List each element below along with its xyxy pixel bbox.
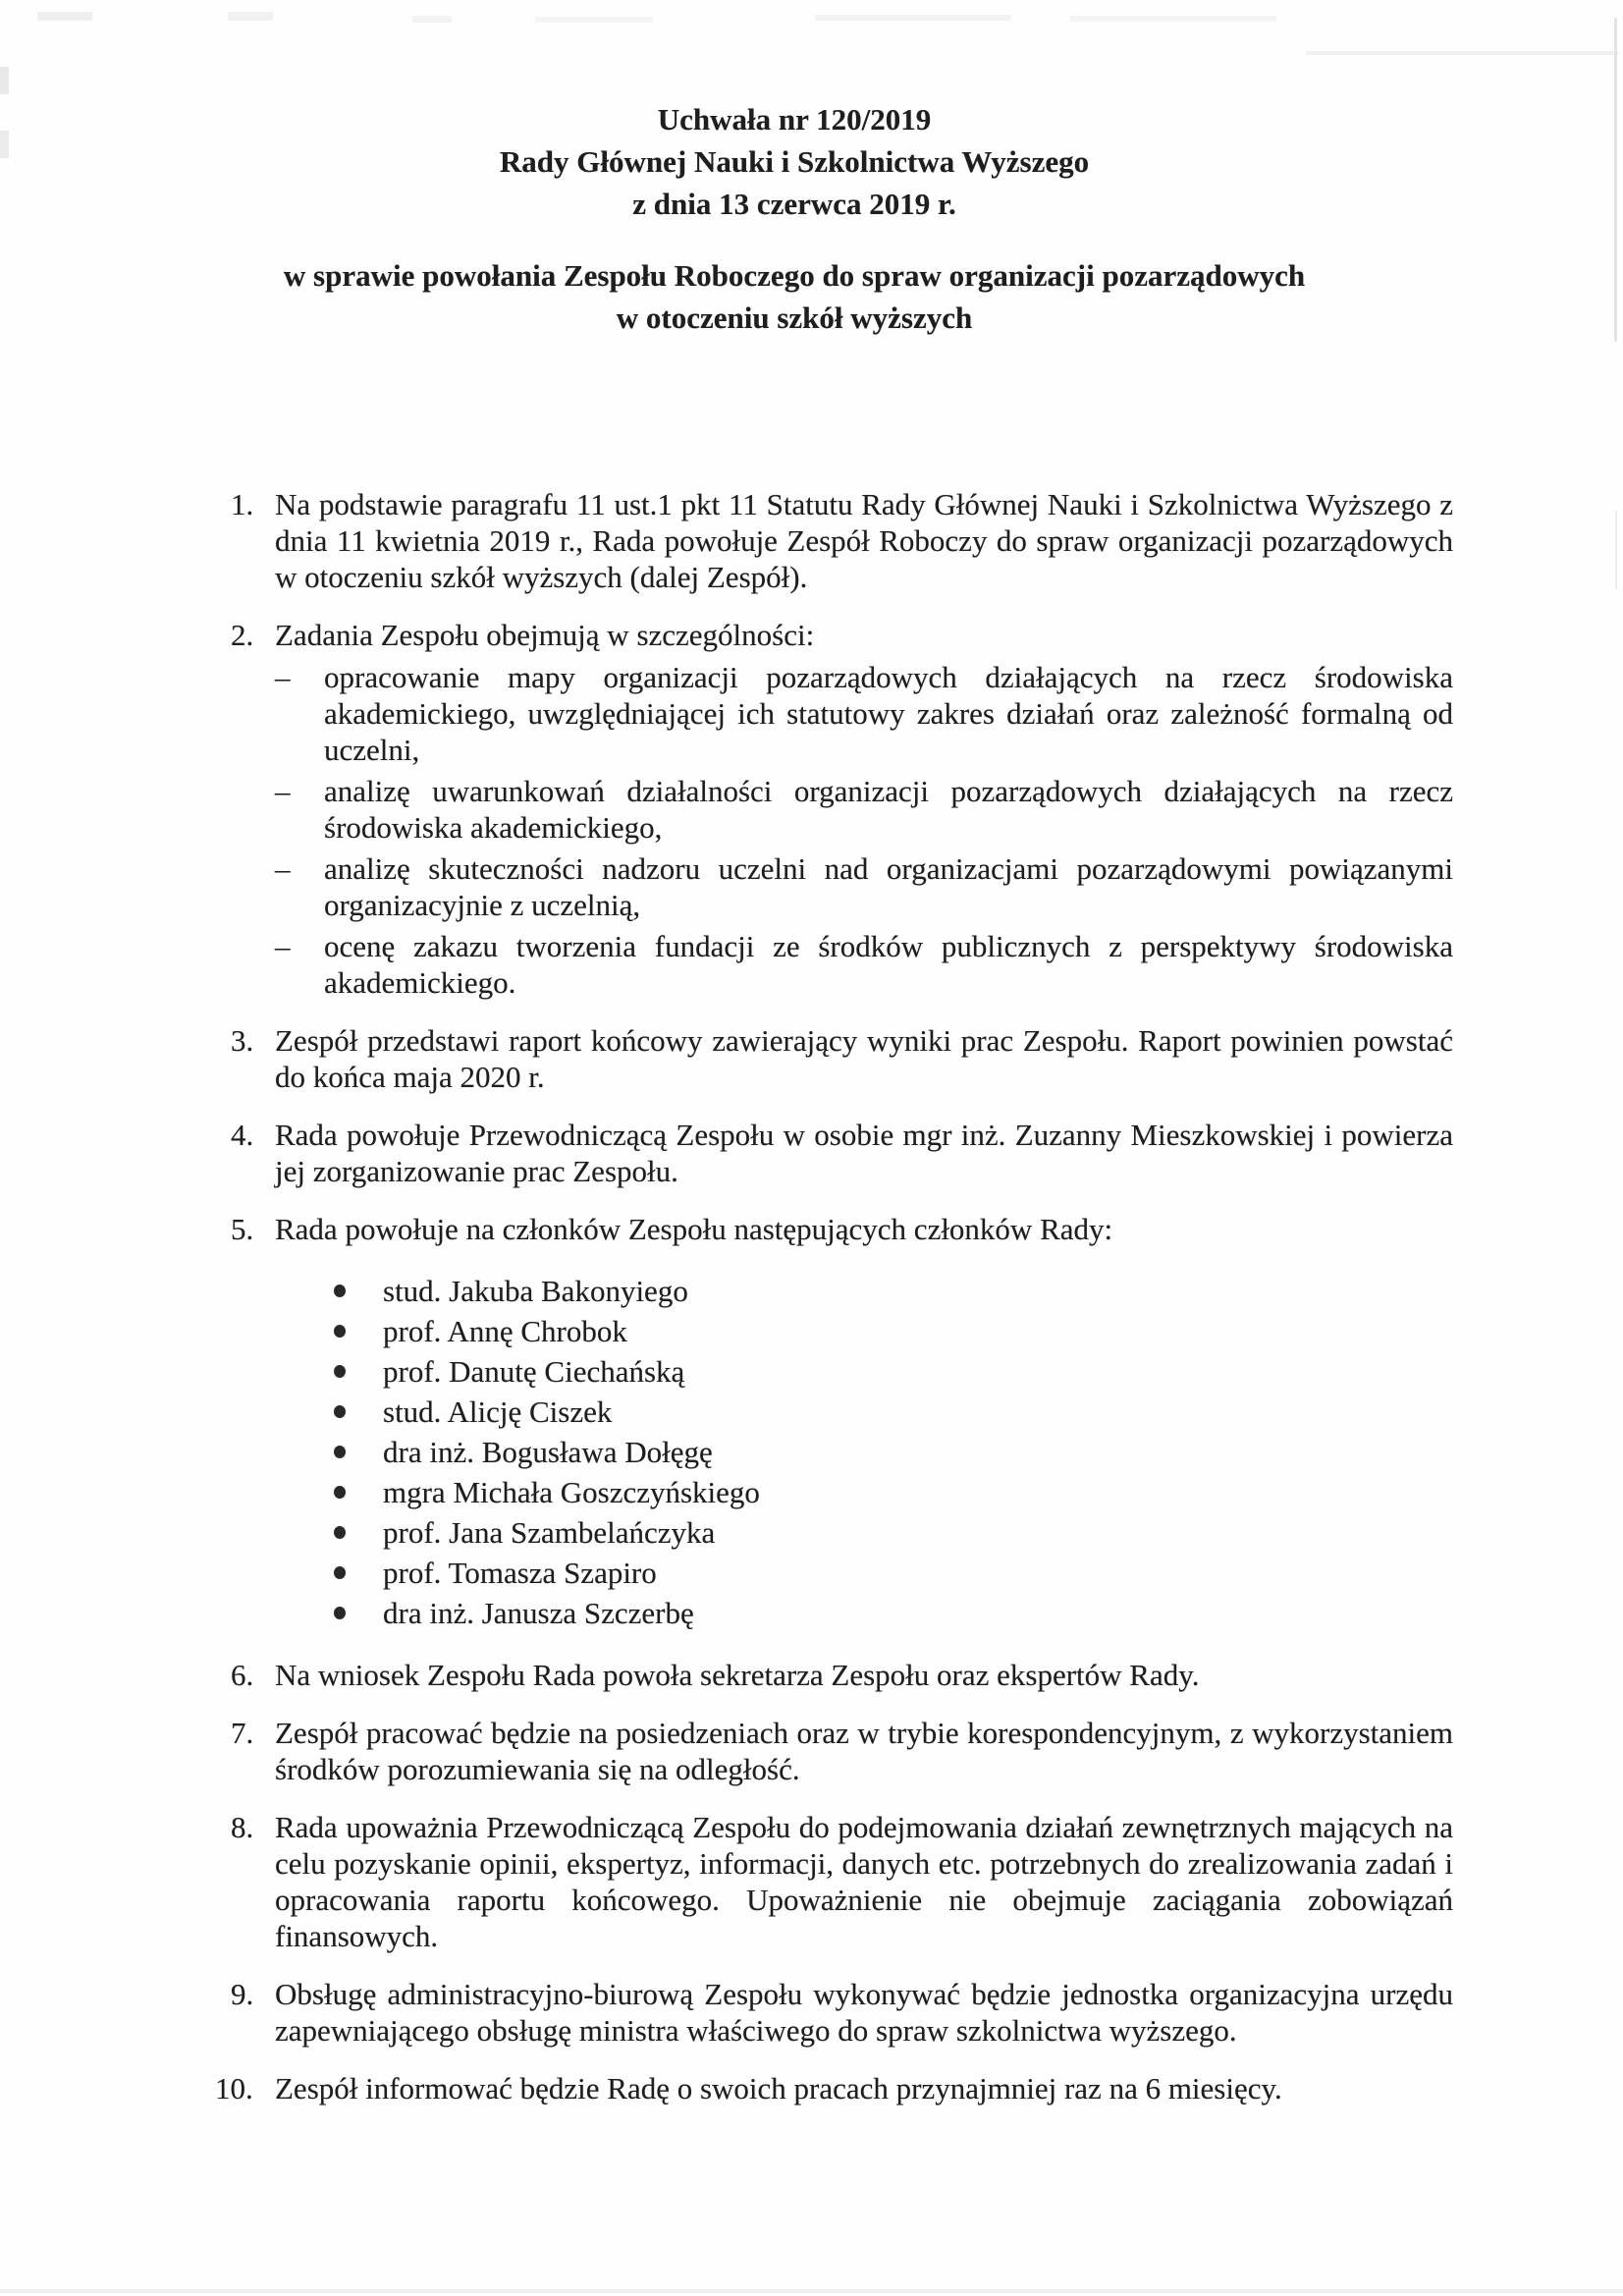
item-number: 7. (231, 1716, 254, 1750)
scan-artifact (535, 17, 653, 23)
item-number: 9. (231, 1977, 254, 2011)
member-name: prof. Annę Chrobok (383, 1314, 627, 1348)
title-line-2: Rady Głównej Nauki i Szkolnictwa Wyższego (499, 144, 1090, 179)
dash-marker: – (275, 851, 291, 886)
list-item (231, 1715, 1453, 1787)
item-intro-text: Zadania Zespołu obejmują w szczególności: (275, 618, 815, 652)
member-name: prof. Jana Szambelańczyka (383, 1515, 716, 1550)
item-number: 4. (231, 1118, 254, 1152)
item-text (275, 1211, 1453, 1635)
item-text (275, 617, 1453, 1001)
item-text: Zespół pracować będzie na posiedzeniach oraz w trybie korespondencyjnym, z wykorzystaniem środków porozumiewania się na odległość. (275, 1716, 1453, 1786)
document-title (0, 98, 1623, 225)
resolution-list (0, 486, 1623, 2106)
bullet-icon (334, 1446, 346, 1458)
list-item (231, 486, 1453, 595)
list-item (334, 1271, 1453, 1311)
member-name: dra inż. Bogusława Dołęgę (383, 1435, 713, 1469)
item-text: Na podstawie paragrafu 11 ust.1 pkt 11 Statutu Rady Głównej Nauki i Szkolnictwa Wyższego z dnia 11 kwietnia 2019 r., Rada powołuje Zespół Roboczy do spraw organizacji pozarządowych w otoczeniu szkół wyższych (dalej Zespół). (275, 487, 1453, 594)
item-text: Zespół przedstawi raport końcowy zawierający wyniki prac Zespołu. Raport powinien powstać do końca maja 2020 r. (275, 1023, 1453, 1094)
scan-artifact (815, 15, 1011, 21)
item-number: 10. (215, 2071, 253, 2105)
member-name: stud. Alicję Ciszek (383, 1394, 613, 1429)
scan-artifact (1070, 16, 1276, 22)
list-item (231, 1211, 1453, 1635)
item-number: 3. (231, 1023, 254, 1058)
item-text: Na wniosek Zespołu Rada powoła sekretarza Zespołu oraz ekspertów Rady. (275, 1658, 1200, 1692)
dash-item-text: ocenę zakazu tworzenia fundacji ze środków publicznych z perspektywy środowiska akademickiego. (324, 929, 1453, 1000)
bullet-icon (334, 1405, 346, 1418)
title-line-3: z dnia 13 czerwca 2019 r. (632, 187, 956, 221)
list-item (334, 1593, 1453, 1633)
dash-marker: – (275, 774, 291, 808)
item-number: 5. (231, 1212, 254, 1246)
list-item (334, 1351, 1453, 1392)
dash-sublist (275, 659, 1453, 1001)
list-item (334, 1553, 1453, 1593)
bullet-icon (334, 1526, 346, 1539)
list-item (215, 2070, 1453, 2106)
bullet-icon (334, 1486, 346, 1499)
item-intro-text: Rada powołuje na członków Zespołu następujących członków Rady: (275, 1212, 1113, 1246)
dash-item-text: opracowanie mapy organizacji pozarządowych działających na rzecz środowiska akademickiego, uwzględniającej ich statutowy zakres działań oraz zależność formalną od uczelni, (324, 660, 1453, 767)
list-item (231, 1976, 1453, 2049)
list-item (231, 1022, 1453, 1095)
scan-artifact (37, 12, 92, 21)
scan-artifact (0, 67, 9, 94)
item-text: Rada upoważnia Przewodniczącą Zespołu do podejmowania działań zewnętrznych mających na celu pozyskanie opinii, ekspertyz, informacji, danych etc. potrzebnych do zrealizowania zadań i opracowania raportu końcowego. Upoważnienie nie obejmuje zaciągania zobowiązań finansowych. (275, 1810, 1453, 1953)
scan-artifact (0, 2289, 1623, 2293)
bullet-icon (334, 1325, 346, 1338)
subject-line-2: w otoczeniu szkół wyższych (616, 301, 973, 335)
list-item (334, 1432, 1453, 1472)
scan-artifact (228, 12, 273, 21)
list-item (231, 1117, 1453, 1189)
dash-marker: – (275, 929, 291, 963)
item-number: 2. (231, 618, 254, 652)
document-subject (0, 254, 1623, 339)
item-number: 1. (231, 487, 254, 521)
dash-item (275, 928, 1453, 1001)
dash-marker: – (275, 660, 291, 694)
member-name: dra inż. Janusza Szczerbę (383, 1596, 694, 1630)
list-item (231, 1809, 1453, 1954)
list-item (334, 1392, 1453, 1432)
subject-line-1: w sprawie powołania Zespołu Roboczego do spraw organizacji pozarządowych (283, 258, 1306, 293)
list-item (334, 1311, 1453, 1351)
item-number: 6. (231, 1658, 254, 1692)
dash-item-text: analizę uwarunkowań działalności organizacji pozarządowych działających na rzecz środowiska akademickiego, (324, 774, 1453, 845)
bullet-icon (334, 1365, 346, 1378)
title-line-1: Uchwała nr 120/2019 (657, 102, 932, 137)
list-item (334, 1512, 1453, 1553)
scan-artifact (1306, 51, 1618, 55)
member-name: prof. Tomasza Szapiro (383, 1556, 657, 1590)
dash-item (275, 659, 1453, 768)
list-item (334, 1472, 1453, 1512)
bullet-icon (334, 1566, 346, 1579)
member-name: stud. Jakuba Bakonyiego (383, 1274, 688, 1308)
member-name: mgra Michała Goszczyńskiego (383, 1475, 760, 1509)
list-item (231, 617, 1453, 1001)
list-item (231, 1657, 1453, 1693)
scan-artifact (412, 16, 452, 23)
item-text: Obsługę administracyjno-biurową Zespołu wykonywać będzie jednostka organizacyjna urzędu zapewniającego obsługę ministra właściwego do spraw szkolnictwa wyższego. (275, 1977, 1453, 2048)
bullet-icon (334, 1285, 346, 1297)
item-number: 8. (231, 1810, 254, 1844)
dash-item (275, 850, 1453, 923)
item-text: Zespół informować będzie Radę o swoich pracach przynajmniej raz na 6 miesięcy. (275, 2071, 1282, 2105)
member-name: prof. Danutę Ciechańską (383, 1354, 685, 1389)
bullet-icon (334, 1607, 346, 1619)
dash-item-text: analizę skuteczności nadzoru uczelni nad organizacjami pozarządowymi powiązanymi organizacyjnie z uczelnią, (324, 851, 1453, 922)
dash-item (275, 773, 1453, 846)
member-bullet-list (275, 1271, 1453, 1633)
item-text: Rada powołuje Przewodniczącą Zespołu w osobie mgr inż. Zuzanny Mieszkowskiej i powierza jej zorganizowanie prac Zespołu. (275, 1118, 1453, 1188)
